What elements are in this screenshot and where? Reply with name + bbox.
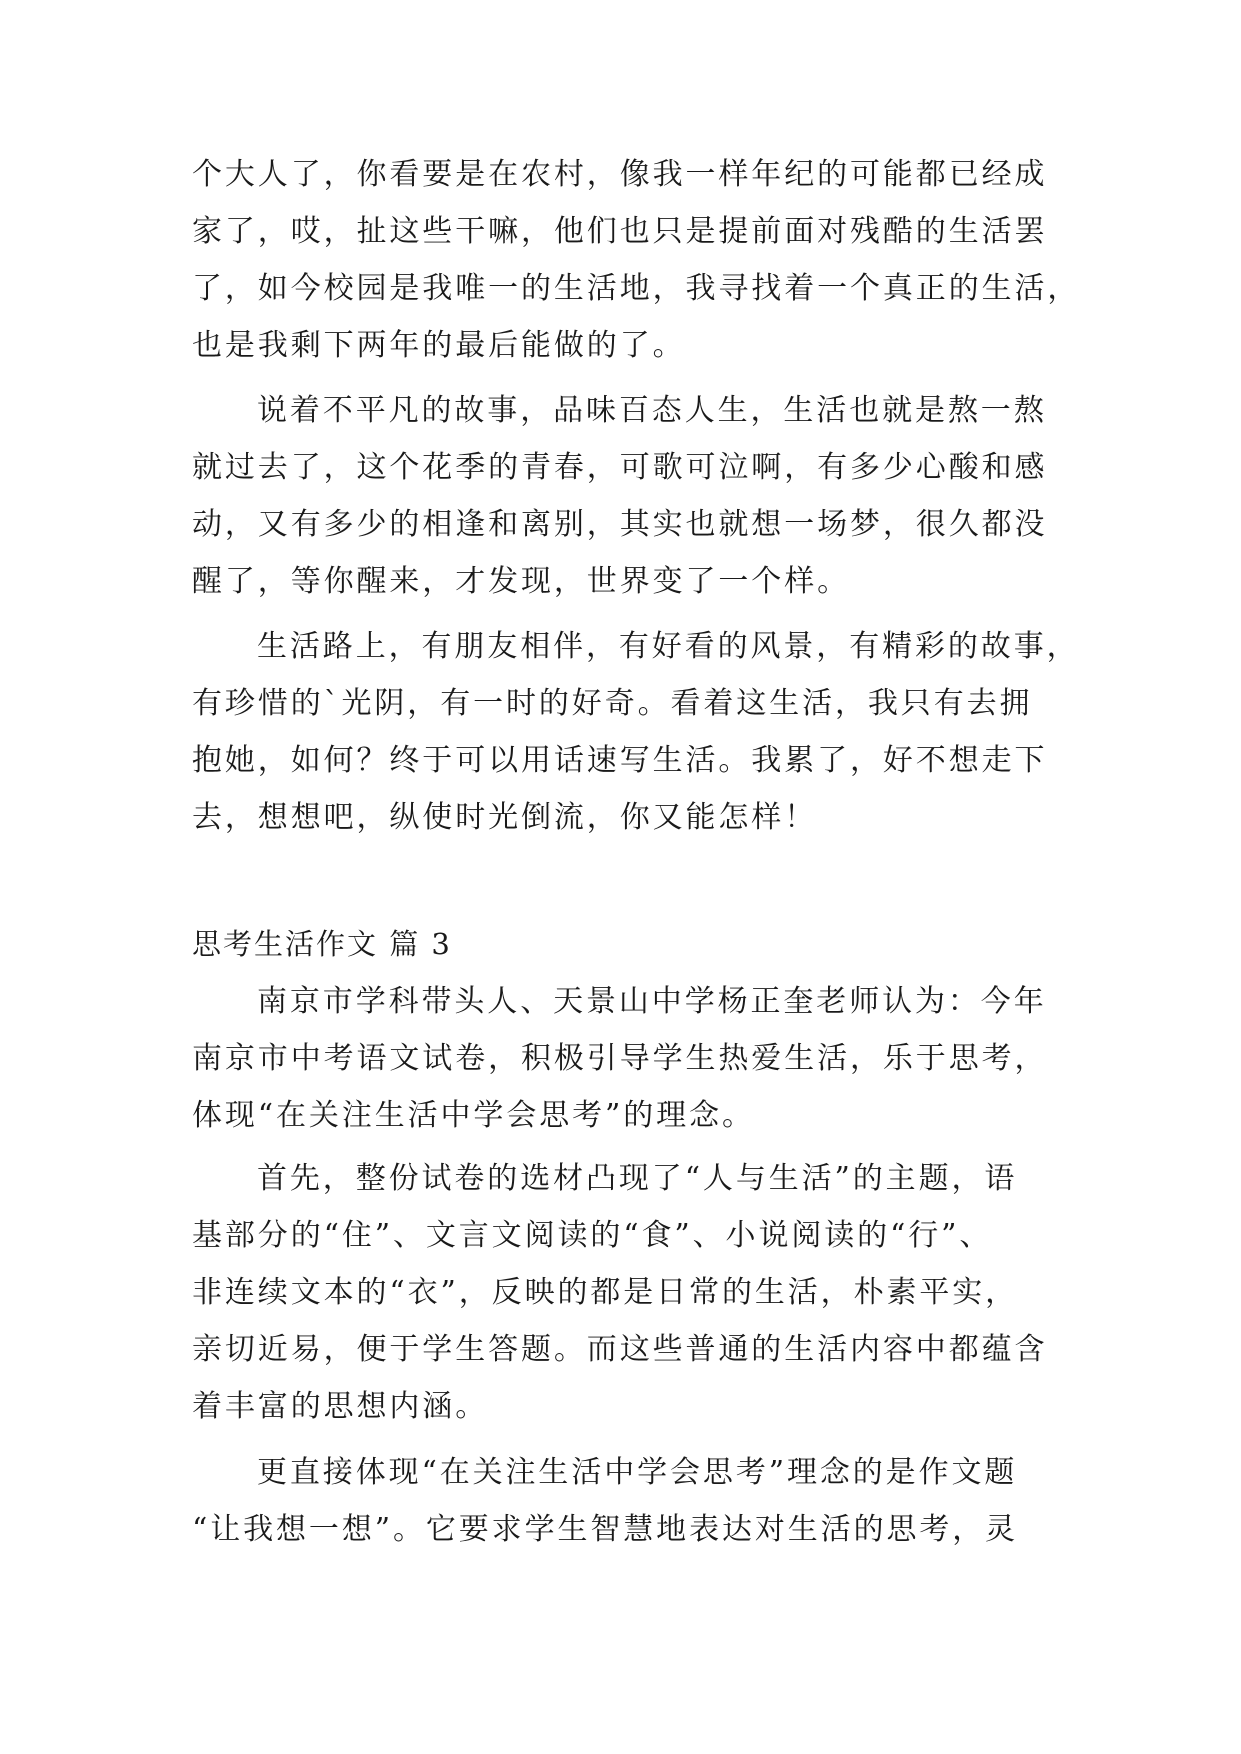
- text-line: 首先，整份试卷的选材凸现了“人与生活”的主题，语: [257, 1161, 1018, 1196]
- text-line: 体现“在关注生活中学会思考”的理念。: [192, 1098, 755, 1133]
- section-heading: 思考生活作文 篇 3: [192, 927, 452, 961]
- text-line: 醒了，等你醒来，才发现，世界变了一个样。: [192, 564, 850, 599]
- paragraph-1: [192, 146, 1081, 374]
- text-line: 生活路上，有朋友相伴，有好看的风景，有精彩的故事，: [257, 629, 1080, 664]
- text-line: 更直接体现“在关注生活中学会思考”理念的是作文题: [257, 1455, 1018, 1490]
- paragraph-4: [192, 973, 1072, 1144]
- text-line: 就过去了，这个花季的青春，可歌可泣啊，有多少心酸和感: [192, 450, 1048, 485]
- text-line: 也是我剩下两年的最后能做的了。: [192, 328, 686, 363]
- text-line: 抱她，如何？终于可以用话速写生活。我累了，好不想走下: [192, 743, 1048, 778]
- text-line: 非连续文本的“衣”，反映的都是日常的生活，朴素平实，: [192, 1275, 1019, 1310]
- text-line: 说着不平凡的故事，品味百态人生，生活也就是熬一熬: [257, 393, 1047, 428]
- text-line: 有珍惜的`光阴，有一时的好奇。看着这生活，我只有去拥: [192, 686, 1033, 721]
- text-line: 动，又有多少的相逢和离别，其实也就想一场梦，很久都没: [192, 507, 1048, 542]
- text-line: 基部分的“住”、文言文阅读的“食”、小说阅读的“行”、: [192, 1218, 993, 1253]
- paragraph-5: [192, 1150, 1072, 1435]
- text-line: 家了，哎，扯这些干嘛，他们也只是提前面对残酷的生活罢: [192, 214, 1048, 249]
- text-line: 着丰富的思想内涵。: [192, 1389, 489, 1424]
- paragraph-6: [192, 1444, 1072, 1558]
- text-line: 了，如今校园是我唯一的生活地，我寻找着一个真正的生活，: [192, 271, 1081, 306]
- text-line: 南京市中考语文试卷，积极引导学生热爱生活，乐于思考，: [192, 1041, 1048, 1076]
- paragraph-2: [192, 382, 1072, 610]
- paragraph-3: [192, 618, 1080, 846]
- text-line: 去，想想吧，纵使时光倒流，你又能怎样！: [192, 800, 818, 835]
- text-line: 南京市学科带头人、天景山中学杨正奎老师认为：今年: [257, 984, 1047, 1019]
- text-line: “让我想一想”。它要求学生智慧地表达对生活的思考，灵: [192, 1512, 1019, 1547]
- text-line: 亲切近易，便于学生答题。而这些普通的生活内容中都蕴含: [192, 1332, 1048, 1367]
- text-line: 个大人了，你看要是在农村，像我一样年纪的可能都已经成: [192, 157, 1048, 192]
